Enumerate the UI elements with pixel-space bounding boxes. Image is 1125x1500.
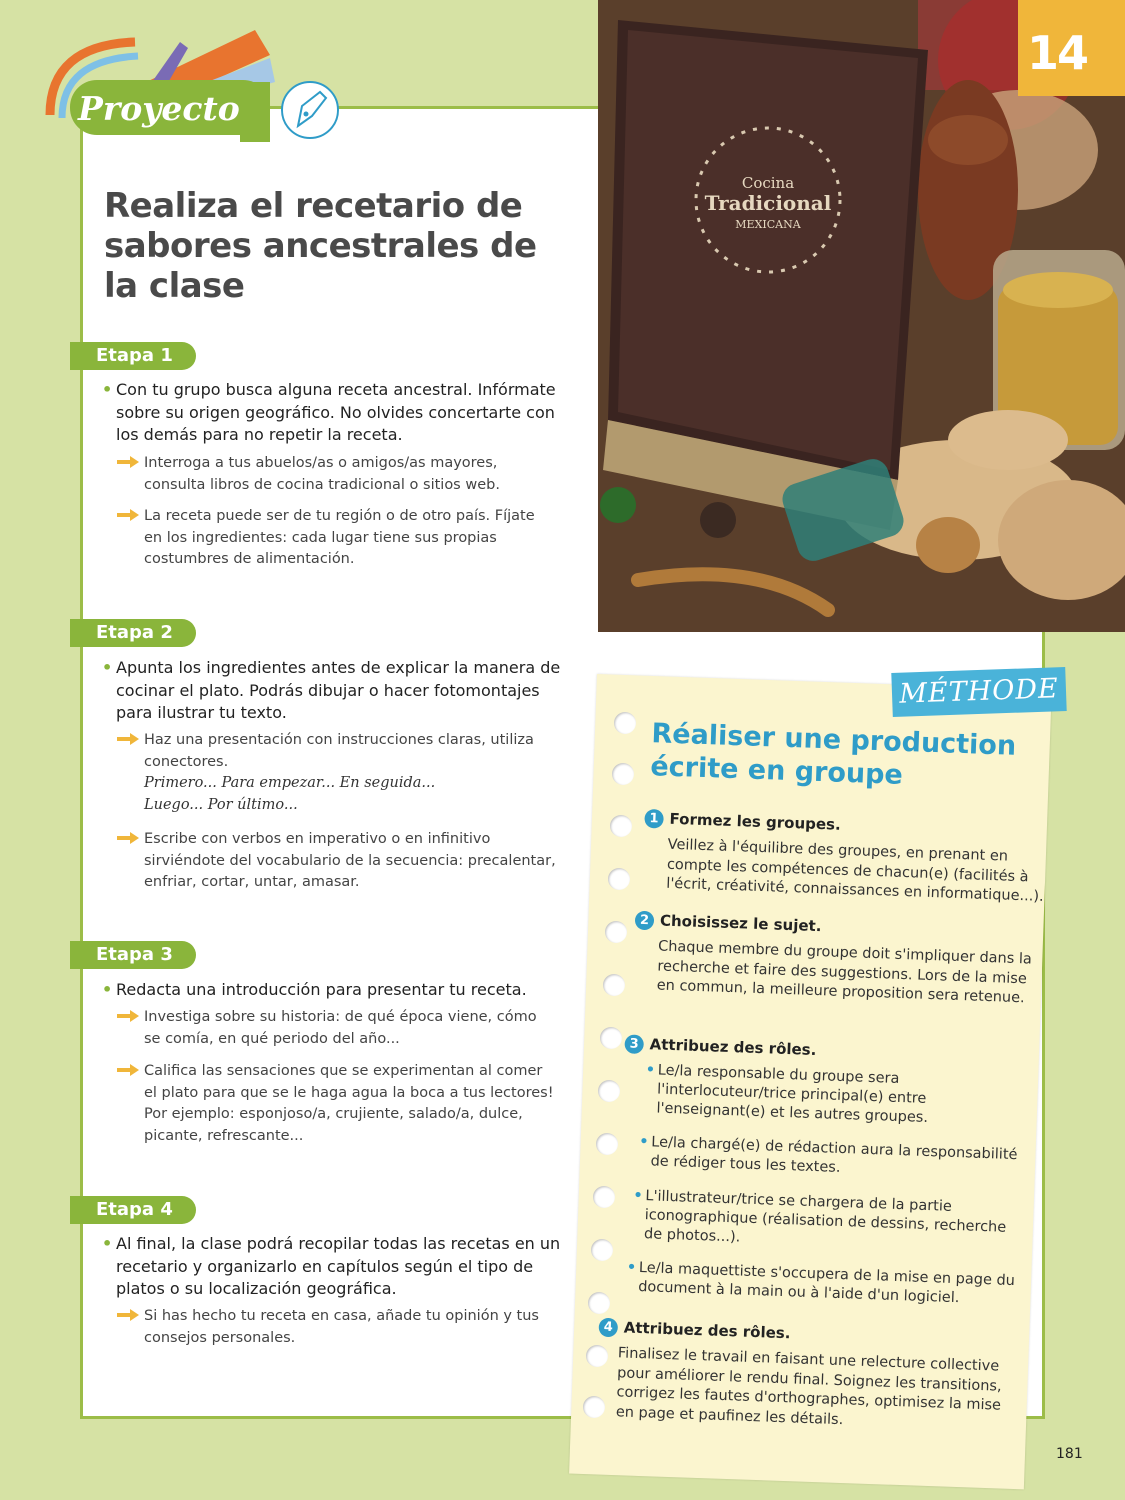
etapa-4-bullet: • Al final, la clase podrá recopilar todas las recetas en un recetario y organizarlo en capítulos según el tipo de platos o su localización geográfica. [102, 1234, 561, 1298]
etapa-2-label: Etapa 2 [70, 619, 196, 647]
methode-step-4: 4 Attribuez des rôles. [598, 1318, 998, 1351]
etapa-2-tip-2: Escribe con verbos en imperativo o en infinitivo sirviéndote del vocabulario de la secuencia: precalentar, enfriar, cortar, untar, amasar. [116, 829, 556, 894]
binder-hole [588, 1292, 610, 1314]
arrow-icon [116, 455, 140, 469]
page-title: Realiza el recetario de sabores ancestrales de la clase [104, 186, 537, 306]
binder-hole [593, 1186, 615, 1208]
chapter-tab [1018, 0, 1125, 96]
binder-hole [610, 815, 632, 837]
methode-tag: MÉTHODE [891, 667, 1066, 717]
pen-nib-icon [282, 82, 338, 138]
etapa-3-label: Etapa 3 [70, 941, 196, 969]
connectors-line-1: Primero... Para empezar... En seguida... [144, 775, 436, 791]
book-title-line3: MEXICANA [735, 218, 801, 231]
etapa-2-tip-1: Haz una presentación con instrucciones claras, utiliza conectores. Primero... Para empezar... En seguida... Luego... Por último... [116, 730, 556, 816]
arrow-icon [116, 1308, 140, 1322]
etapa-3-tip-2: Califica las sensaciones que se experimentan al comer el plato para que se le haga agua la boca a tus lectores! Por ejemplo: esponjoso/a, crujiente, salado/a, dulce, picante, refrescante... [116, 1061, 556, 1147]
badge-label: Proyecto [78, 89, 240, 128]
methode-step-2: 2 Choisissez le sujet. [635, 911, 1035, 944]
methode-role-1: • Le/la responsable du groupe sera l'interlocuteur/trice principal(e) entre l'enseignant(e) et les autres groupes. [645, 1062, 929, 1126]
binder-hole [600, 1027, 622, 1049]
proyecto-badge [40, 30, 350, 160]
etapa-1-label: Etapa 1 [70, 342, 196, 370]
connectors-line-2: Luego... Por último... [144, 796, 298, 813]
arrow-icon [116, 508, 140, 522]
book-title-line1: Cocina [741, 174, 795, 192]
book-title-line2: Tradicional [704, 191, 832, 215]
etapa-3-tip-1: Investiga sobre su historia: de qué época viene, cómo se comía, en qué periodo del año... [116, 1007, 556, 1050]
binder-hole [591, 1239, 613, 1261]
binder-hole [583, 1396, 605, 1418]
methode-role-4: • Le/la maquettiste s'occupera de la mise en page du document à la main ou à l'aide d'un logiciel. [626, 1259, 1016, 1307]
binder-hole [598, 1080, 620, 1102]
etapa-2-bullet: • Apunta los ingredientes antes de explicar la manera de cocinar el plato. Podrás dibujar o hacer fotomontajes para ilustrar tu texto. [102, 658, 561, 722]
etapa-1-bullet: • Con tu grupo busca alguna receta ancestral. Infórmate sobre su origen geográfico. No olvides concertarte con los demás para no repetir la receta. [102, 380, 556, 444]
etapa-1-tip-1: Interroga a tus abuelos/as o amigos/as mayores, consulta libros de cocina tradicional o sitios web. [116, 453, 556, 496]
binder-hole [612, 763, 634, 785]
methode-step-4-text: Finalisez le travail en faisant une relecture collective pour améliorer le rendu final. Soignez les transitions, corrigez les fautes d'orthographes, optimisez la mise en page et paufinez les détails. [615, 1345, 1002, 1428]
methode-title: Réaliser une production écrite en groupe [649, 718, 1017, 791]
chapter-number: 14 [1026, 26, 1087, 80]
etapa-3-bullet: • Redacta una introducción para presentar tu receta. [102, 980, 527, 999]
binder-hole [608, 868, 630, 890]
binder-hole [614, 712, 636, 734]
methode-role-3: • L'illustrateur/trice se chargera de la partie iconographique (réalisation de dessins, recherche de photos...). [633, 1187, 1007, 1246]
methode-step-3: 3 Attribuez des rôles. [624, 1034, 1024, 1067]
methode-step-1-text: Veillez à l'équilibre des groupes, en prenant en compte les compétences de chacun(e) (facilités à l'écrit, créativité, connaissances en informatique...). [666, 836, 1044, 905]
methode-role-2: • Le/la chargé(e) de rédaction aura la responsabilité de rédiger tous les textes. [639, 1133, 1018, 1176]
binder-hole [603, 974, 625, 996]
etapa-4-label: Etapa 4 [70, 1196, 196, 1224]
binder-hole [605, 921, 627, 943]
etapa-1-tip-2: La receta puede ser de tu región o de otro país. Fíjate en los ingredientes: cada lugar tiene sus propias costumbres de alimentación. [116, 506, 556, 571]
arrow-icon [116, 831, 140, 845]
arrow-icon [116, 1009, 140, 1023]
methode-step-2-text: Chaque membre du groupe doit s'impliquer dans la recherche et faire des suggestions. Lors de la mise en commun, la meilleure proposition sera retenue. [656, 938, 1033, 1007]
etapa-4-tip-1: Si has hecho tu receta en casa, añade tu opinión y tus consejos personales. [116, 1306, 556, 1349]
page-number: 181 [1056, 1446, 1083, 1462]
arrow-icon [116, 1063, 140, 1077]
arrow-icon [116, 732, 140, 746]
binder-hole [596, 1133, 618, 1155]
methode-step-1: 1 Formez les groupes. [644, 809, 1044, 842]
binder-hole [586, 1345, 608, 1367]
